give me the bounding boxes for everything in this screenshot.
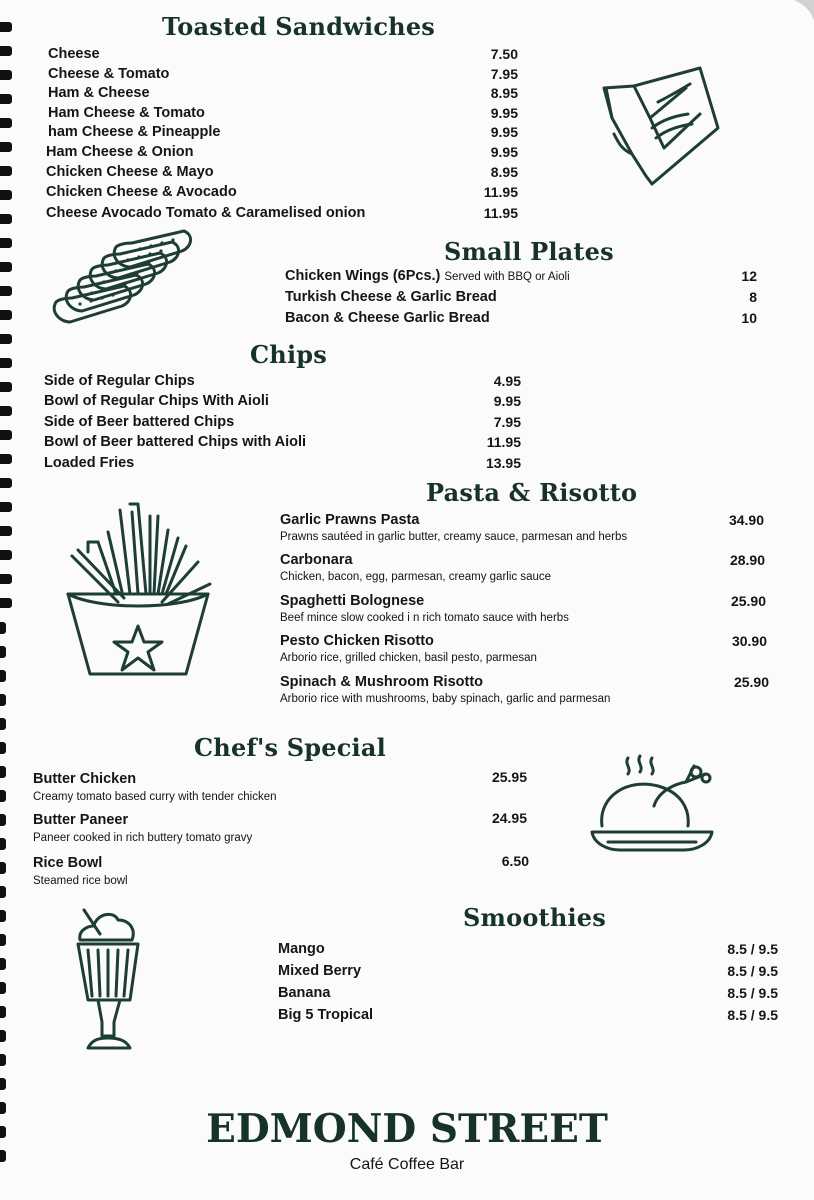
menu-item-description: Prawns sautéed in garlic butter, creamy sauce, parmesan and herbs (280, 531, 628, 543)
binding-loop (0, 1006, 6, 1018)
menu-item-name: Garlic Prawns Pasta (280, 512, 420, 528)
bread-speck (160, 241, 163, 244)
menu-item-price: 25.90 (733, 674, 769, 690)
binding-loop (0, 382, 12, 392)
menu-item-name: ham Cheese & Pineapple (48, 124, 221, 140)
menu-item-price: 9.95 (493, 393, 521, 409)
binding-loop (0, 598, 12, 608)
menu-item-name: Cheese Avocado Tomato & Caramelised onion (46, 205, 366, 221)
binding-loop (0, 238, 12, 248)
bread-speck (148, 252, 151, 255)
spiral-binding (0, 0, 14, 1200)
binding-loop (0, 790, 6, 802)
fries-icon (58, 502, 218, 682)
menu-item-name: Banana (278, 985, 331, 1001)
binding-loop (0, 766, 6, 778)
binding-loop (0, 574, 12, 584)
menu-item-name: Mango (278, 941, 325, 957)
menu-item-description: Creamy tomato based curry with tender chicken (33, 791, 277, 803)
menu-item-name: Turkish Cheese & Garlic Bread (285, 289, 497, 305)
menu-item-price: 34.90 (728, 512, 764, 528)
menu-item-name: Chicken Cheese & Mayo (46, 164, 214, 180)
menu-item-name: Bacon & Cheese Garlic Bread (285, 310, 490, 326)
menu-item-description: Paneer cooked in rich buttery tomato gravy (33, 832, 253, 844)
menu-item-price: 8 (749, 289, 757, 305)
menu-item-price: 24.95 (491, 810, 527, 826)
bread-speck (78, 302, 81, 305)
menu-item-name: Pesto Chicken Risotto (280, 633, 434, 649)
section-title-pasta-risotto: Pasta & Risotto (426, 478, 638, 507)
menu-item-price: 8.95 (490, 85, 518, 101)
menu-item-price: 11.95 (483, 205, 518, 221)
menu-item-name: Ham Cheese & Onion (46, 144, 194, 160)
menu-item-description: Arborio rice with mushrooms, baby spinach, garlic and parmesan (280, 693, 611, 705)
menu-item-name: Chicken Wings (6Pcs.) Served with BBQ or Aioli (285, 268, 570, 284)
roast-chicken-icon (588, 752, 718, 862)
binding-loop (0, 46, 12, 56)
binding-loop (0, 22, 12, 32)
menu-item-price: 13.95 (485, 455, 521, 471)
binding-loop (0, 646, 6, 658)
binding-loop (0, 478, 12, 488)
section-title-small-plates: Small Plates (444, 237, 614, 266)
bread-speck (171, 238, 174, 241)
menu-item-name: Side of Beer battered Chips (44, 414, 235, 430)
menu-item-name: Bowl of Regular Chips With Aioli (44, 393, 269, 409)
menu-item-price: 7.95 (493, 414, 521, 430)
binding-loop (0, 334, 12, 344)
menu-item-name: Carbonara (280, 552, 353, 568)
menu-item-name: Spaghetti Bolognese (280, 593, 425, 609)
menu-item-description: Arborio rice, grilled chicken, basil pesto, parmesan (280, 652, 537, 664)
menu-item-price: 25.95 (491, 769, 527, 785)
sandwich-icon (592, 58, 722, 188)
binding-loop (0, 262, 12, 272)
bread-speck (102, 280, 105, 283)
bread-speck (149, 244, 152, 247)
menu-item-price: 8.95 (490, 164, 518, 180)
bread-speck (159, 249, 162, 252)
binding-loop (0, 934, 6, 946)
menu-item-price: 11.95 (483, 184, 518, 200)
binding-loop (0, 502, 12, 512)
binding-loop (0, 118, 12, 128)
menu-item-price: 9.95 (490, 105, 518, 121)
menu-item-price: 28.90 (729, 552, 765, 568)
menu-item-price: 10 (741, 310, 757, 326)
menu-item-name: Side of Regular Chips (44, 373, 195, 389)
section-title-smoothies: Smoothies (463, 903, 606, 932)
binding-loop (0, 694, 6, 706)
garlic-bread-icon (48, 238, 183, 338)
binding-loop (0, 286, 12, 296)
menu-item-note: Served with BBQ or Aioli (444, 271, 570, 283)
menu-item-name: Spinach & Mushroom Risotto (280, 674, 483, 690)
menu-item-price: 11.95 (486, 434, 521, 450)
bread-speck (138, 247, 141, 250)
footer-brand-name: EDMOND STREET (206, 1106, 608, 1152)
binding-loop (0, 814, 6, 826)
footer-tagline: Café Coffee Bar (349, 1156, 465, 1173)
menu-item-price: 8.5 / 9.5 (727, 963, 778, 979)
menu-item-name: Big 5 Tropical (278, 1007, 374, 1023)
binding-loop (0, 358, 12, 368)
menu-item-price: 9.95 (490, 124, 518, 140)
menu-item-name: Ham & Cheese (48, 85, 150, 101)
binding-loop (0, 1054, 6, 1066)
binding-loop (0, 1078, 6, 1090)
binding-loop (0, 718, 6, 730)
menu-item-description: Steamed rice bowl (33, 875, 128, 887)
menu-item-price: 25.90 (730, 593, 766, 609)
binding-loop (0, 94, 12, 104)
menu-item-price: 12 (741, 268, 757, 284)
section-title-chips: Chips (250, 340, 327, 369)
menu-item-name: Butter Paneer (33, 812, 129, 828)
menu-item-name: Rice Bowl (33, 855, 103, 871)
binding-loop (0, 670, 6, 682)
menu-item-price: 7.95 (490, 66, 518, 82)
bread-speck (137, 255, 140, 258)
binding-loop (0, 526, 12, 536)
binding-loop (0, 910, 6, 922)
binding-loop (0, 430, 12, 440)
menu-item-price: 8.5 / 9.5 (727, 1007, 778, 1023)
menu-item-price: 9.95 (490, 144, 518, 160)
menu-item-name: Butter Chicken (33, 771, 137, 787)
binding-loop (0, 406, 12, 416)
binding-loop (0, 622, 6, 634)
menu-item-price: 8.5 / 9.5 (727, 985, 778, 1001)
binding-loop (0, 166, 12, 176)
binding-loop (0, 454, 12, 464)
binding-loop (0, 838, 6, 850)
binding-loop (0, 742, 6, 754)
menu-item-name: Mixed Berry (278, 963, 362, 979)
menu-item-name: Bowl of Beer battered Chips with Aioli (44, 434, 307, 450)
binding-loop (0, 142, 12, 152)
binding-loop (0, 310, 12, 320)
menu-item-price: 6.50 (501, 853, 529, 869)
binding-loop (0, 214, 12, 224)
binding-loop (0, 862, 6, 874)
binding-loop (0, 886, 6, 898)
binding-loop (0, 550, 12, 560)
page-corner-curl (794, 0, 814, 20)
menu-item-price: 8.5 / 9.5 (727, 941, 778, 957)
bread-speck (114, 269, 117, 272)
menu-item-name: Cheese (48, 46, 100, 62)
binding-loop (0, 190, 12, 200)
section-title-chefs-special: Chef's Special (194, 733, 386, 762)
section-title-toasted-sandwiches: Toasted Sandwiches (162, 12, 436, 41)
milkshake-icon (74, 904, 144, 1054)
menu-item-price: 30.90 (731, 633, 767, 649)
binding-loop (0, 70, 12, 80)
binding-loop (0, 1030, 6, 1042)
binding-loop (0, 958, 6, 970)
binding-loop (0, 982, 6, 994)
menu-item-name: Cheese & Tomato (48, 66, 170, 82)
menu-item-name: Chicken Cheese & Avocado (46, 184, 237, 200)
menu-item-price: 7.50 (490, 46, 518, 62)
bread-speck (90, 291, 93, 294)
menu-item-price: 4.95 (493, 373, 521, 389)
menu-item-name: Ham Cheese & Tomato (48, 105, 205, 121)
menu-item-description: Beef mince slow cooked i n rich tomato sauce with herbs (280, 612, 569, 624)
menu-item-name: Loaded Fries (44, 455, 135, 471)
bread-speck (126, 258, 129, 261)
menu-item-description: Chicken, bacon, egg, parmesan, creamy garlic sauce (280, 571, 552, 583)
